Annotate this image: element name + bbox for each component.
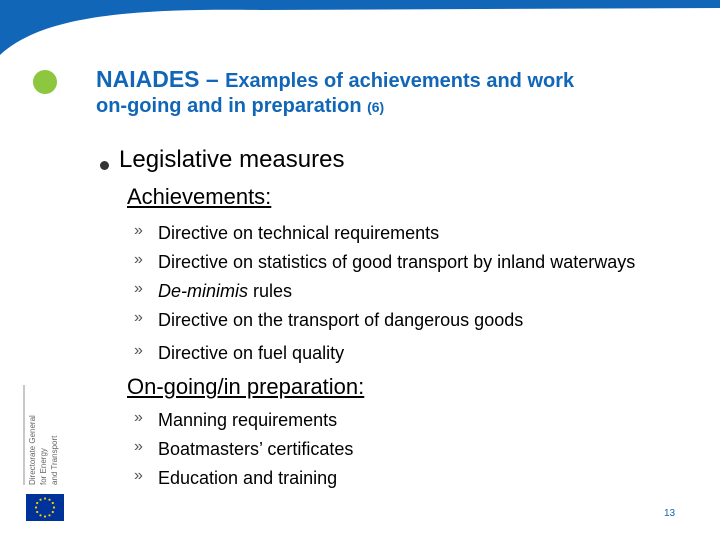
eu-flag-icon	[26, 494, 64, 521]
bullet-icon: »	[134, 280, 143, 297]
logo-line3: and Transport	[50, 435, 59, 485]
title-page-index: (6)	[367, 99, 385, 115]
section-bullet	[100, 161, 109, 170]
logo-line1: Directorate General	[28, 415, 37, 485]
list-item: » De-minimis rules	[134, 280, 293, 301]
ongoing-list	[134, 409, 353, 496]
list-item: » Directive on fuel quality	[134, 342, 345, 363]
title-line2-main: on-going and in preparation	[96, 95, 368, 117]
page-number: 13	[664, 508, 676, 519]
logo-line2: for Energy	[39, 448, 48, 485]
list-item: » Directive on the transport of dangerous goods	[134, 309, 524, 330]
ongoing-heading: On-going/in preparation:	[127, 374, 365, 399]
dg-tren-logo	[22, 385, 72, 485]
title-rest: Examples of achievements and work	[225, 70, 575, 92]
bullet-icon: »	[134, 342, 143, 359]
slide-title-line1	[96, 66, 574, 93]
list-item: » Boatmasters’ certificates	[134, 438, 354, 459]
list-item: » Directive on statistics of good transport by inland waterways	[134, 251, 636, 272]
bullet-icon: »	[134, 251, 143, 268]
title-main: NAIADES –	[96, 66, 226, 92]
list-item: » Directive on technical requirements	[134, 222, 440, 243]
bullet-icon: »	[134, 222, 143, 239]
bullet-icon: »	[134, 309, 143, 326]
achievements-list-extra	[134, 342, 344, 371]
list-item: » Education and training	[134, 467, 338, 488]
section-heading: Legislative measures	[119, 146, 345, 173]
bullet-icon: »	[134, 409, 143, 426]
achievements-heading: Achievements:	[127, 184, 272, 209]
list-item: » Manning requirements	[134, 409, 338, 430]
bullet-icon: »	[134, 438, 143, 455]
bullet-icon: »	[134, 467, 143, 484]
slide-title-line2	[96, 95, 384, 118]
title-bullet	[33, 70, 57, 94]
achievements-list	[134, 222, 635, 338]
